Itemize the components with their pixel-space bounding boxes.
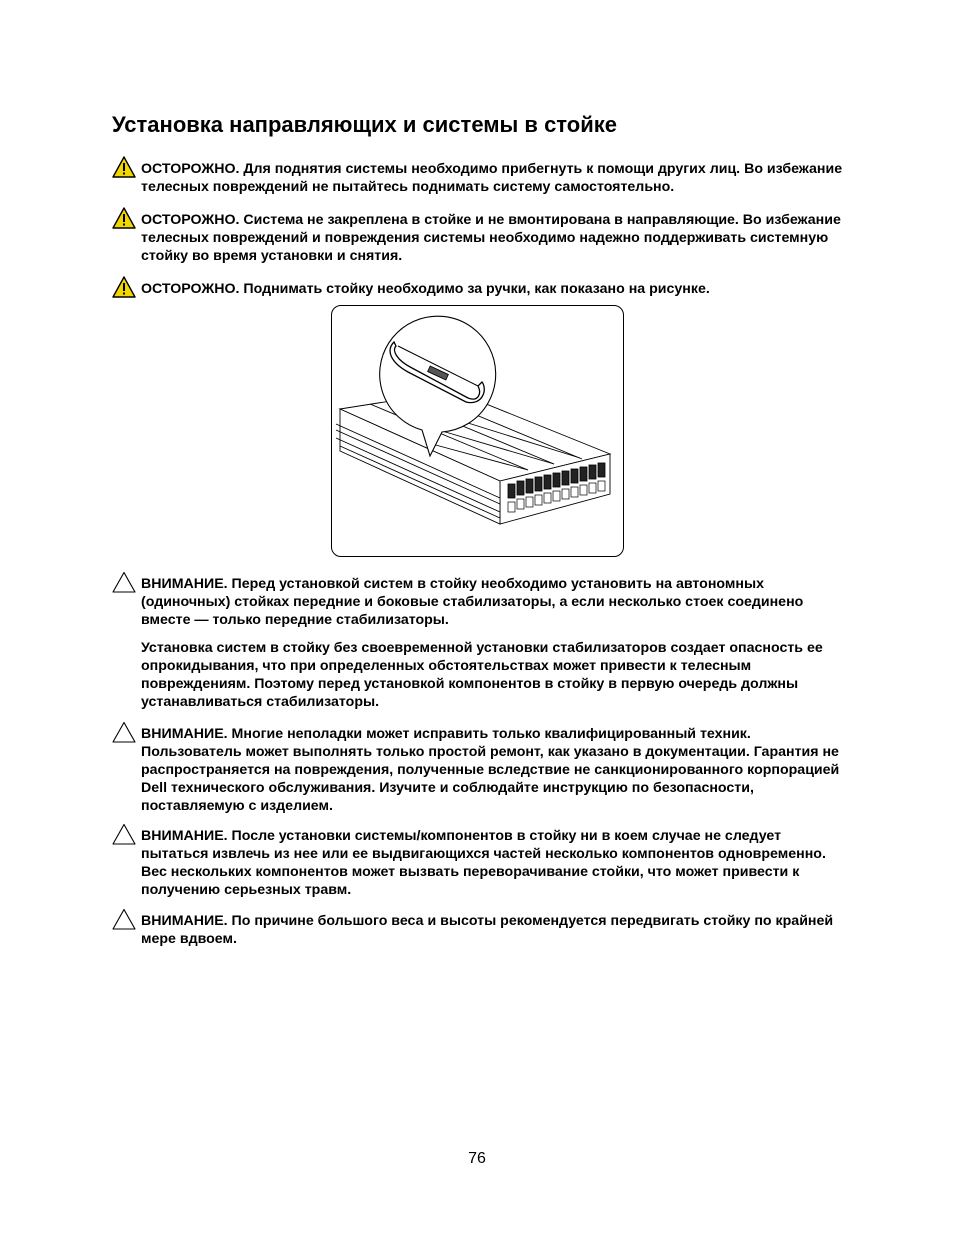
warning-triangle-icon	[112, 156, 136, 178]
page-title: Установка направляющих и системы в стойке	[112, 112, 618, 137]
warning-text: Система не закреплена в стойке и не вмонтирована в направляющие. Во избежание телесных повреждений и повреждения системы необходимо надежно поддерживать системную стойку во время установки и снятия.	[141, 212, 841, 264]
caution-text: Многие неполадки может исправить только квалифицированный техник. Пользователь может выполнять только простой ремонт, как указано в документации. Гарантия не распространяется на повреждения, полученные вследствие не санкционированного корпорацией Dell технического обслуживания. Изучите и соблюдайте инструкцию по безопасности, поставляемую с изделием.	[141, 726, 840, 814]
warning-label: ОСТОРОЖНО.	[141, 281, 240, 297]
caution-triangle-icon	[112, 908, 136, 930]
page-number: 76	[468, 1150, 486, 1167]
caution-text: По причине большого веса и высоты рекомендуется передвигать стойку по крайней мере вдвоем.	[141, 913, 834, 947]
warning-notice-1	[112, 160, 852, 196]
warning-label: ОСТОРОЖНО.	[141, 212, 240, 228]
caution-notice-1	[112, 575, 852, 711]
warning-text: Для поднятия системы необходимо прибегнуть к помощи других лиц. Во избежание телесных повреждений не пытайтесь поднимать систему самостоятельно.	[141, 161, 843, 195]
caution-notice-2	[112, 725, 852, 815]
caution-label: ВНИМАНИЕ.	[141, 576, 228, 592]
server-chassis-drawing	[332, 306, 623, 556]
caution-text: После установки системы/компонентов в стойку ни в коем случае не следует пытаться извлечь из нее или ее выдвигающихся частей несколько компонентов одновременно. Вес нескольких компонентов может вызвать переворачивание стойки, что может привести к получению серьезных травм.	[141, 828, 826, 898]
warning-notice-3	[112, 280, 852, 298]
rack-lift-illustration	[331, 305, 624, 557]
warning-triangle-icon	[112, 276, 136, 298]
warning-triangle-icon	[112, 207, 136, 229]
caution-label: ВНИМАНИЕ.	[141, 913, 228, 929]
warning-notice-2	[112, 211, 852, 265]
caution-label: ВНИМАНИЕ.	[141, 828, 228, 844]
caution-notice-3	[112, 827, 852, 899]
caution-triangle-icon	[112, 721, 136, 743]
caution-text: Перед установкой систем в стойку необходимо установить на автономных (одиночных) стойках передние и боковые стабилизаторы, а если несколько стоек соединено вместе — только передние стабилизаторы.	[141, 576, 804, 628]
caution-label: ВНИМАНИЕ.	[141, 726, 228, 742]
caution-triangle-icon	[112, 571, 136, 593]
caution-extra-text: Установка систем в стойку без своевременной установки стабилизаторов создает опасность ее опрокидывания, что при определенных обстоятельствах может привести к телесным повреждениям. Поэтому перед установкой компонентов в стойку в первую очередь должны устанавливаться стабилизаторы.	[141, 640, 823, 710]
warning-text: Поднимать стойку необходимо за ручки, как показано на рисунке.	[239, 281, 710, 297]
warning-label: ОСТОРОЖНО.	[141, 161, 240, 177]
caution-notice-4	[112, 912, 852, 948]
caution-triangle-icon	[112, 823, 136, 845]
